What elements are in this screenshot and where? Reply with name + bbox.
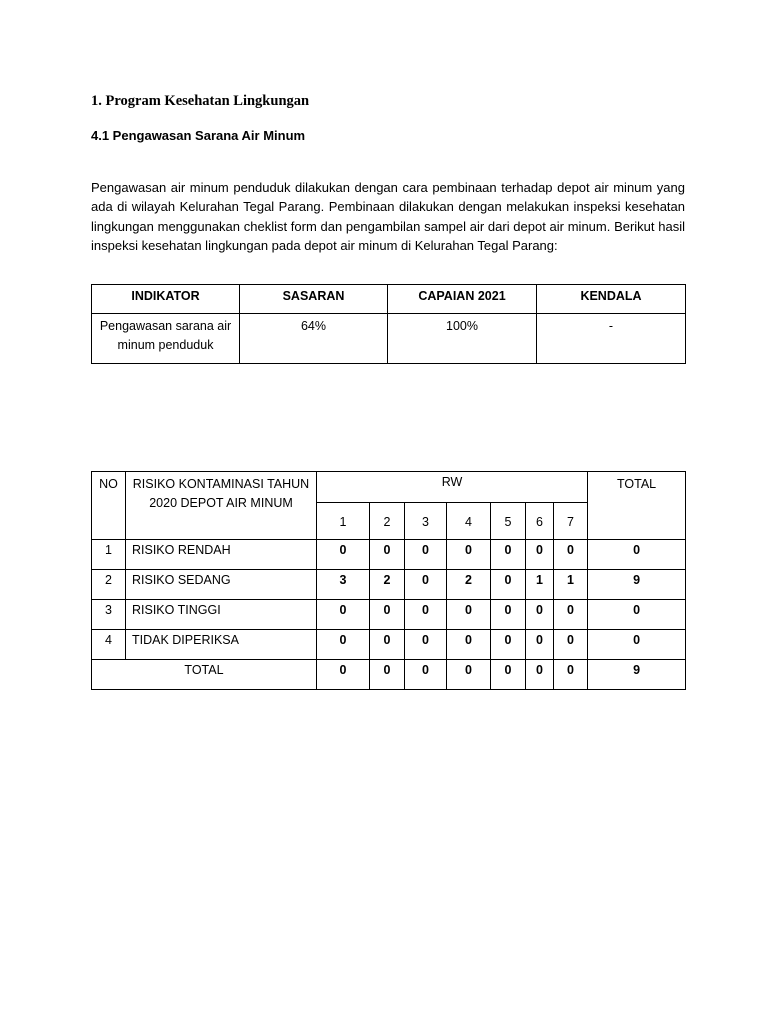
table-row: [92, 540, 686, 570]
header-kendala: KENDALA: [537, 285, 686, 314]
row-no: 4: [92, 630, 126, 660]
row-value: 0: [370, 540, 405, 570]
capaian-cell: 100%: [388, 314, 537, 364]
total-value: 0: [526, 660, 554, 690]
row-value: 0: [554, 600, 588, 630]
indicator-table: [91, 284, 686, 364]
table-row: [92, 600, 686, 630]
header-risk: RISIKO KONTAMINASI TAHUN 2020 DEPOT AIR MINUM: [126, 472, 317, 540]
header-rw: RW: [317, 472, 588, 503]
row-value: 0: [317, 600, 370, 630]
row-value: 0: [491, 570, 526, 600]
row-label: RISIKO SEDANG: [126, 570, 317, 600]
row-value: 2: [370, 570, 405, 600]
row-value: 0: [370, 630, 405, 660]
body-paragraph: Pengawasan air minum penduduk dilakukan dengan cara pembinaan terhadap depot air minum yang ada di wilayah Kelurahan Tegal Parang. Pembinaan dilakukan dengan melakukan inspeksi kesehatan lingkungan menggunakan cheklist form dan pengambilan sampel air dari depot air minum. Berikut hasil inspeksi kesehatan lingkungan pada depot air minum di Kelurahan Tegal Parang:: [91, 180, 685, 253]
indikator-cell: Pengawasan sarana air minum penduduk: [92, 314, 240, 364]
rw-5: 5: [491, 503, 526, 540]
row-total: 0: [588, 630, 686, 660]
row-total: 0: [588, 600, 686, 630]
row-value: 0: [405, 630, 447, 660]
row-label: RISIKO TINGGI: [126, 600, 317, 630]
header-capaian: CAPAIAN 2021: [388, 285, 537, 314]
total-value: 0: [447, 660, 491, 690]
rw-4: 4: [447, 503, 491, 540]
row-value: 2: [447, 570, 491, 600]
risk-table: [91, 471, 686, 690]
row-total: 9: [588, 570, 686, 600]
total-row: [92, 660, 686, 690]
row-value: 0: [554, 630, 588, 660]
header-indikator: INDIKATOR: [92, 285, 240, 314]
header-total: TOTAL: [588, 472, 686, 540]
row-value: 0: [405, 600, 447, 630]
risk-header-row: [92, 472, 686, 503]
rw-2: 2: [370, 503, 405, 540]
total-value: 0: [370, 660, 405, 690]
row-value: 0: [491, 540, 526, 570]
row-label: TIDAK DIPERIKSA: [126, 630, 317, 660]
row-label: RISIKO RENDAH: [126, 540, 317, 570]
row-value: 0: [405, 540, 447, 570]
indicator-row: [92, 314, 686, 364]
header-sasaran: SASARAN: [240, 285, 388, 314]
indicator-header-row: [92, 285, 686, 314]
table-row: [92, 630, 686, 660]
row-value: 0: [317, 630, 370, 660]
total-label: TOTAL: [92, 660, 317, 690]
row-value: 0: [491, 630, 526, 660]
rw-7: 7: [554, 503, 588, 540]
row-value: 3: [317, 570, 370, 600]
subsection-heading: 4.1 Pengawasan Sarana Air Minum: [91, 128, 306, 143]
kendala-cell: -: [537, 314, 686, 364]
grand-total: 9: [588, 660, 686, 690]
row-no: 2: [92, 570, 126, 600]
row-value: 0: [447, 540, 491, 570]
total-value: 0: [491, 660, 526, 690]
row-value: 1: [554, 570, 588, 600]
total-value: 0: [554, 660, 588, 690]
row-value: 0: [370, 600, 405, 630]
row-value: 1: [526, 570, 554, 600]
sasaran-cell: 64%: [240, 314, 388, 364]
rw-3: 3: [405, 503, 447, 540]
total-value: 0: [405, 660, 447, 690]
row-value: 0: [447, 600, 491, 630]
row-value: 0: [317, 540, 370, 570]
row-total: 0: [588, 540, 686, 570]
row-no: 3: [92, 600, 126, 630]
row-value: 0: [554, 540, 588, 570]
total-value: 0: [317, 660, 370, 690]
row-value: 0: [447, 630, 491, 660]
row-value: 0: [526, 600, 554, 630]
section-heading: 1. Program Kesehatan Lingkungan: [91, 93, 310, 109]
table-row: [92, 570, 686, 600]
header-no: NO: [92, 472, 126, 540]
row-no: 1: [92, 540, 126, 570]
row-value: 0: [405, 570, 447, 600]
rw-1: 1: [317, 503, 370, 540]
row-value: 0: [526, 540, 554, 570]
row-value: 0: [526, 630, 554, 660]
row-value: 0: [491, 600, 526, 630]
rw-6: 6: [526, 503, 554, 540]
